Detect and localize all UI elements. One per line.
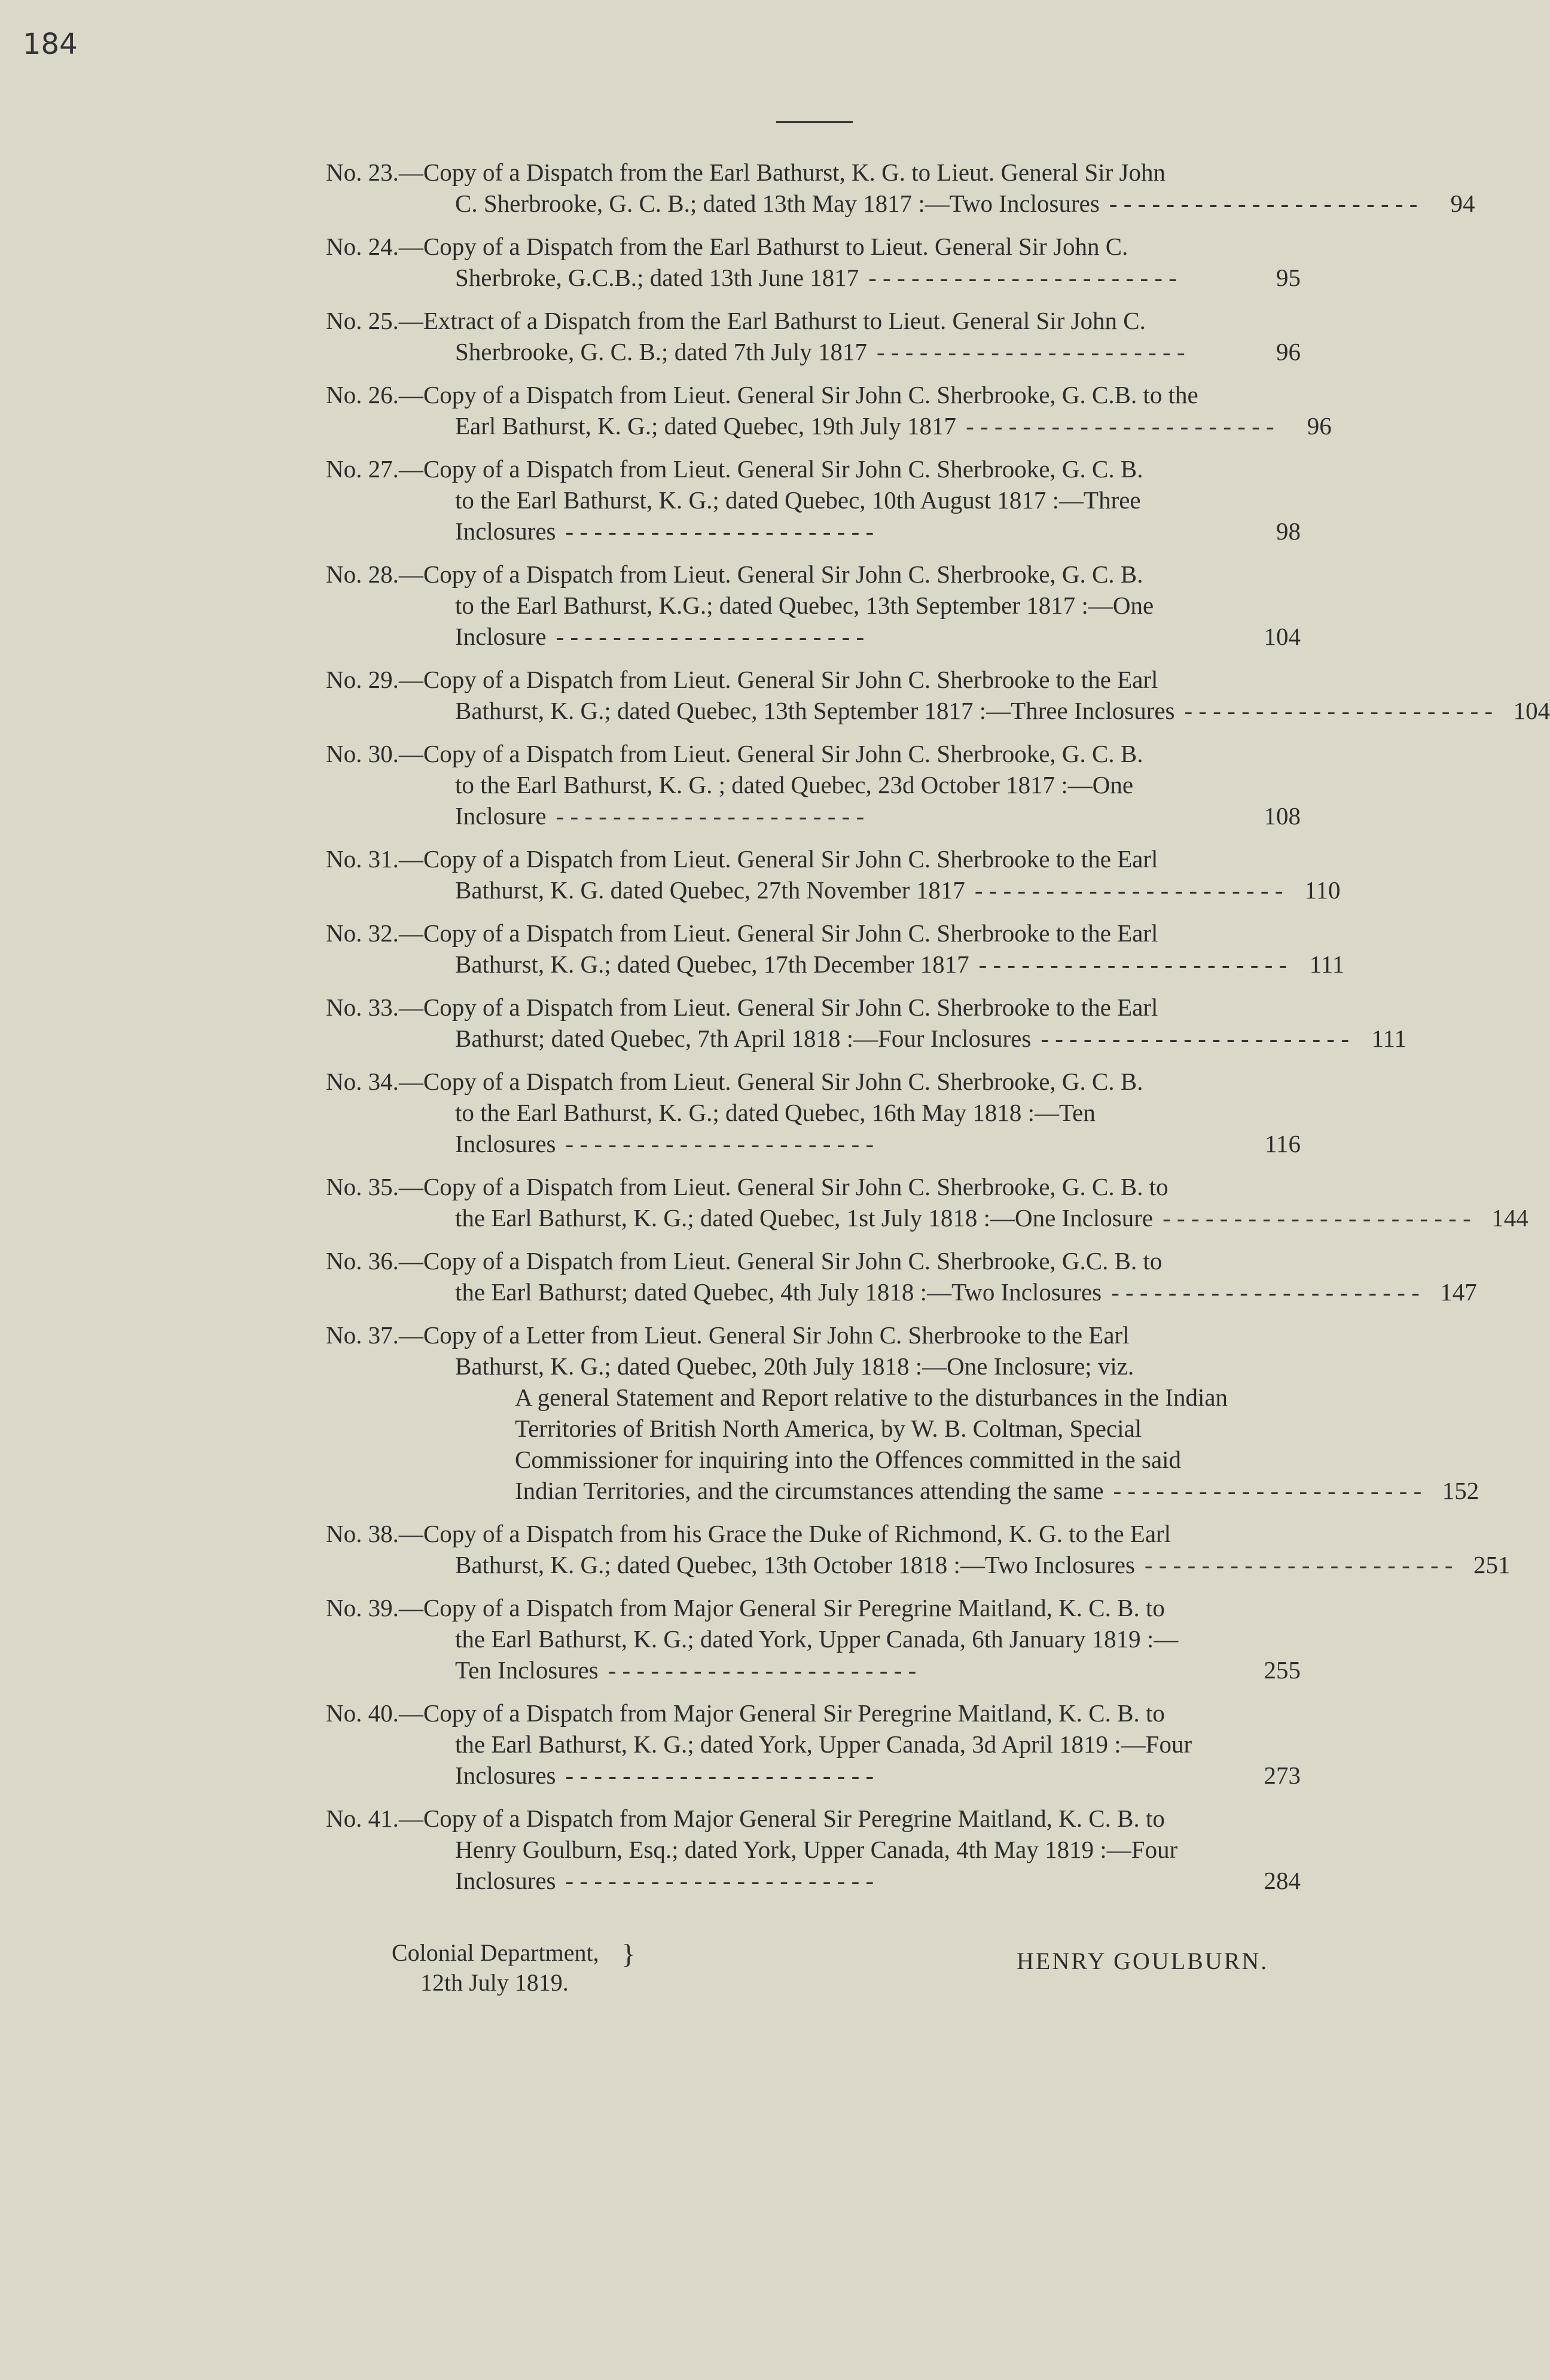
entry-line	[326, 1319, 1301, 1351]
list-item	[326, 1698, 1301, 1791]
section-divider	[776, 121, 853, 123]
entry-text: A general Statement and Report relative to the disturbances in the Indian	[515, 1383, 1228, 1411]
page-reference: 111	[1309, 950, 1345, 978]
page-reference: 98	[1276, 517, 1301, 545]
list-item	[326, 379, 1332, 441]
page-reference: 273	[1264, 1762, 1301, 1789]
entry-line	[326, 664, 1301, 695]
entry-line	[326, 1475, 1479, 1506]
list-item	[326, 992, 1406, 1054]
page-reference: 116	[1265, 1130, 1301, 1157]
entry-text: Bathurst, K. G.; dated Quebec, 13th October 1818 :—Two Inclosures	[455, 1551, 1135, 1578]
page-reference: 104	[1264, 623, 1301, 650]
page-reference: 111	[1371, 1025, 1406, 1052]
entry-line	[326, 484, 1301, 516]
list-item	[326, 843, 1341, 906]
page-reference: 94	[1450, 190, 1475, 217]
entry-text: No. 33.—Copy of a Dispatch from Lieut. General Sir John C. Sherbrooke to the Earl	[326, 994, 1158, 1021]
entry-text: Sherbrooke, G. C. B.; dated 7th July 1817	[455, 338, 867, 365]
entry-text: Commissioner for inquiring into the Offences committed in the said	[515, 1446, 1182, 1473]
entry-line	[326, 410, 1332, 441]
entry-line	[326, 516, 1301, 547]
entry-line	[326, 1803, 1301, 1834]
entry-line	[326, 453, 1301, 484]
leader-dashes: - - - - - - - - - - - - - - - - - - - - - -	[556, 623, 865, 650]
entry-text: Bathurst, K. G.; dated Quebec, 17th December 1817	[455, 950, 969, 978]
leader-dashes: - - - - - - - - - - - - - - - - - - - - - -	[608, 1656, 917, 1684]
entry-line	[326, 336, 1301, 367]
entry-line	[326, 1549, 1511, 1580]
entry-text: No. 34.—Copy of a Dispatch from Lieut. General Sir John C. Sherbrooke, G. C. B.	[326, 1068, 1143, 1095]
entry-line	[326, 695, 1550, 726]
page-reference: 104	[1513, 697, 1550, 724]
entry-text: No. 31.—Copy of a Dispatch from Lieut. General Sir John C. Sherbrooke to the Earl	[326, 845, 1158, 873]
page-reference: 255	[1264, 1656, 1301, 1684]
list-item	[326, 1518, 1511, 1580]
entry-text: Inclosures	[455, 1762, 556, 1789]
entry-text: Inclosures	[455, 517, 556, 545]
entry-line	[326, 738, 1301, 769]
entry-text: No. 30.—Copy of a Dispatch from Lieut. General Sir John C. Sherbrooke, G. C. B.	[326, 740, 1143, 767]
entry-line	[326, 305, 1301, 336]
entry-line	[326, 1413, 1301, 1444]
list-item	[326, 1803, 1301, 1896]
entry-text: Henry Goulburn, Esq.; dated York, Upper Canada, 4th May 1819 :—Four	[455, 1836, 1178, 1863]
entry-text: No. 37.—Copy of a Letter from Lieut. General Sir John C. Sherbrooke to the Earl	[326, 1321, 1130, 1349]
list-item	[326, 1066, 1301, 1159]
entry-line	[326, 157, 1301, 188]
entry-line	[326, 1023, 1406, 1054]
leader-dashes: - - - - - - - - - - - - - - - - - - - - - -	[974, 876, 1283, 904]
leader-dashes: - - - - - - - - - - - - - - - - - - - - - -	[876, 338, 1185, 365]
list-item	[326, 738, 1301, 831]
leader-dashes: - - - - - - - - - - - - - - - - - - - - - -	[1111, 1278, 1420, 1306]
entry-line	[326, 1623, 1301, 1654]
entry-text: Sherbroke, G.C.B.; dated 13th June 1817	[455, 264, 859, 291]
entry-line	[326, 262, 1301, 293]
entry-text: Inclosure	[455, 802, 547, 830]
list-item	[326, 1319, 1479, 1506]
list-item	[326, 664, 1550, 726]
list-item	[326, 231, 1301, 293]
entry-line	[326, 769, 1301, 800]
page-reference: 284	[1264, 1867, 1301, 1894]
entry-text: to the Earl Bathurst, K. G.; dated Quebec, 10th August 1817 :—Three	[455, 486, 1141, 514]
entry-text: Bathurst, K. G.; dated Quebec, 13th September 1817 :—Three Inclosures	[455, 697, 1175, 724]
page-reference: 144	[1491, 1204, 1528, 1232]
leader-dashes: - - - - - - - - - - - - - - - - - - - - - -	[556, 802, 865, 830]
entry-line	[326, 1444, 1301, 1475]
entry-text: No. 29.—Copy of a Dispatch from Lieut. General Sir John C. Sherbrooke to the Earl	[326, 666, 1158, 693]
entry-line	[326, 231, 1301, 262]
entry-text: the Earl Bathurst; dated Quebec, 4th July 1818 :—Two Inclosures	[455, 1278, 1102, 1306]
entry-text: No. 40.—Copy of a Dispatch from Major General Sir Peregrine Maitland, K. C. B. to	[326, 1699, 1165, 1727]
list-item	[326, 1171, 1528, 1233]
entry-line	[326, 1097, 1301, 1128]
entry-text: Territories of British North America, by W. B. Coltman, Special	[515, 1415, 1142, 1442]
page-reference: 96	[1307, 412, 1332, 440]
list-item	[326, 453, 1301, 547]
entry-text: Inclosures	[455, 1867, 556, 1894]
entry-line	[326, 874, 1341, 906]
signature-date: 12th July 1819.	[420, 1969, 569, 1996]
entry-text: No. 25.—Extract of a Dispatch from the Earl Bathurst to Lieut. General Sir John C.	[326, 307, 1146, 334]
entry-text: No. 23.—Copy of a Dispatch from the Earl Bathurst, K. G. to Lieut. General Sir John	[326, 159, 1165, 186]
list-item	[326, 1592, 1301, 1686]
entry-line	[326, 1698, 1301, 1729]
entry-text: No. 41.—Copy of a Dispatch from Major General Sir Peregrine Maitland, K. C. B. to	[326, 1805, 1165, 1832]
entry-line	[326, 843, 1301, 874]
entry-text: Indian Territories, and the circumstances attending the same	[515, 1477, 1104, 1504]
list-item	[326, 918, 1345, 980]
entry-line	[326, 590, 1301, 621]
list-item	[326, 1245, 1477, 1308]
entry-line	[326, 1276, 1477, 1308]
page-number: 184	[23, 28, 78, 61]
entry-line	[326, 188, 1475, 219]
leader-dashes: - - - - - - - - - - - - - - - - - - - - - -	[978, 950, 1287, 978]
entry-text: the Earl Bathurst, K. G.; dated York, Upper Canada, 6th January 1819 :—	[455, 1625, 1179, 1653]
entry-line	[326, 1128, 1301, 1159]
page-reference: 108	[1264, 802, 1301, 830]
entry-line	[326, 379, 1301, 410]
leader-dashes: - - - - - - - - - - - - - - - - - - - - - -	[1184, 697, 1493, 724]
entry-line	[326, 1382, 1301, 1413]
signature-place: Colonial Department,	[392, 1939, 599, 1966]
entry-line	[326, 1171, 1301, 1202]
entry-line	[326, 1518, 1301, 1549]
page-reference: 96	[1276, 338, 1301, 365]
signature-place-date	[392, 1938, 599, 1998]
entry-line	[326, 1865, 1301, 1896]
entry-text: the Earl Bathurst, K. G.; dated Quebec, 1st July 1818 :—One Inclosure	[455, 1204, 1154, 1232]
list-item	[326, 305, 1301, 367]
entry-line	[326, 1834, 1301, 1865]
entry-line	[326, 1654, 1301, 1686]
leader-dashes: - - - - - - - - - - - - - - - - - - - - - -	[1144, 1551, 1453, 1578]
entry-line	[326, 1729, 1301, 1760]
list-item	[326, 559, 1301, 652]
entry-line	[326, 559, 1301, 590]
entry-text: Inclosure	[455, 623, 547, 650]
entry-text: No. 36.—Copy of a Dispatch from Lieut. General Sir John C. Sherbrooke, G.C. B. to	[326, 1247, 1162, 1275]
entry-line	[326, 1592, 1301, 1623]
leader-dashes: - - - - - - - - - - - - - - - - - - - - - -	[565, 1867, 874, 1894]
leader-dashes: - - - - - - - - - - - - - - - - - - - - - -	[1162, 1204, 1471, 1232]
entry-line	[326, 1066, 1301, 1097]
leader-dashes: - - - - - - - - - - - - - - - - - - - - - -	[966, 412, 1274, 440]
brace-glyph: }	[622, 1939, 636, 1969]
entry-text: Bathurst; dated Quebec, 7th April 1818 :—Four Inclosures	[455, 1025, 1032, 1052]
entry-text: No. 26.—Copy of a Dispatch from Lieut. General Sir John C. Sherbrooke, G. C.B. to the	[326, 381, 1198, 409]
entry-line	[326, 949, 1345, 980]
entry-text: No. 39.—Copy of a Dispatch from Major General Sir Peregrine Maitland, K. C. B. to	[326, 1594, 1165, 1622]
page-reference: 147	[1440, 1278, 1477, 1306]
signature-name: HENRY GOULBURN.	[1017, 1948, 1269, 1974]
entry-line	[326, 1351, 1301, 1382]
entry-text: No. 27.—Copy of a Dispatch from Lieut. General Sir John C. Sherbrooke, G. C. B.	[326, 455, 1143, 483]
entry-text: Earl Bathurst, K. G.; dated Quebec, 19th July 1817	[455, 412, 957, 440]
page-reference: 110	[1304, 876, 1341, 904]
leader-dashes: - - - - - - - - - - - - - - - - - - - - - -	[565, 1762, 874, 1789]
entry-line	[326, 992, 1301, 1023]
page-reference: 152	[1442, 1477, 1479, 1504]
entry-text: to the Earl Bathurst, K. G.; dated Quebec, 16th May 1818 :—Ten	[455, 1099, 1096, 1126]
dispatch-list	[326, 157, 1550, 1908]
entry-text: the Earl Bathurst, K. G.; dated York, Upper Canada, 3d April 1819 :—Four	[455, 1730, 1192, 1758]
entry-line	[326, 1760, 1301, 1791]
page-reference: 251	[1473, 1551, 1511, 1578]
page-reference: 95	[1276, 264, 1301, 291]
leader-dashes: - - - - - - - - - - - - - - - - - - - - - -	[1113, 1477, 1422, 1504]
entry-text: No. 32.—Copy of a Dispatch from Lieut. General Sir John C. Sherbrooke to the Earl	[326, 919, 1158, 947]
leader-dashes: - - - - - - - - - - - - - - - - - - - - - -	[565, 1130, 874, 1157]
entry-text: No. 28.—Copy of a Dispatch from Lieut. General Sir John C. Sherbrooke, G. C. B.	[326, 560, 1143, 588]
entry-line	[326, 800, 1301, 831]
entry-text: Bathurst, K. G.; dated Quebec, 20th July 1818 :—One Inclosure; viz.	[455, 1352, 1134, 1380]
entry-line	[326, 1202, 1528, 1233]
entry-line	[326, 621, 1301, 652]
leader-dashes: - - - - - - - - - - - - - - - - - - - - - -	[565, 517, 874, 545]
entry-line	[326, 1245, 1301, 1276]
leader-dashes: - - - - - - - - - - - - - - - - - - - - - -	[1041, 1025, 1349, 1052]
entry-text: Inclosures	[455, 1130, 556, 1157]
entry-text: No. 24.—Copy of a Dispatch from the Earl Bathurst to Lieut. General Sir John C.	[326, 233, 1128, 260]
entry-text: No. 38.—Copy of a Dispatch from his Grace the Duke of Richmond, K. G. to the Earl	[326, 1520, 1171, 1547]
entry-text: C. Sherbrooke, G. C. B.; dated 13th May 1817 :—Two Inclosures	[455, 190, 1100, 217]
leader-dashes: - - - - - - - - - - - - - - - - - - - - - -	[1109, 190, 1418, 217]
entry-text: Ten Inclosures	[455, 1656, 599, 1684]
entry-line	[326, 918, 1301, 949]
entry-text: Bathurst, K. G. dated Quebec, 27th November 1817	[455, 876, 965, 904]
entry-text: to the Earl Bathurst, K.G.; dated Quebec, 13th September 1817 :—One	[455, 592, 1154, 619]
list-item	[326, 157, 1475, 219]
entry-text: No. 35.—Copy of a Dispatch from Lieut. General Sir John C. Sherbrooke, G. C. B. to	[326, 1173, 1168, 1200]
leader-dashes: - - - - - - - - - - - - - - - - - - - - - -	[868, 264, 1177, 291]
entry-text: to the Earl Bathurst, K. G. ; dated Quebec, 23d October 1817 :—One	[455, 771, 1134, 799]
